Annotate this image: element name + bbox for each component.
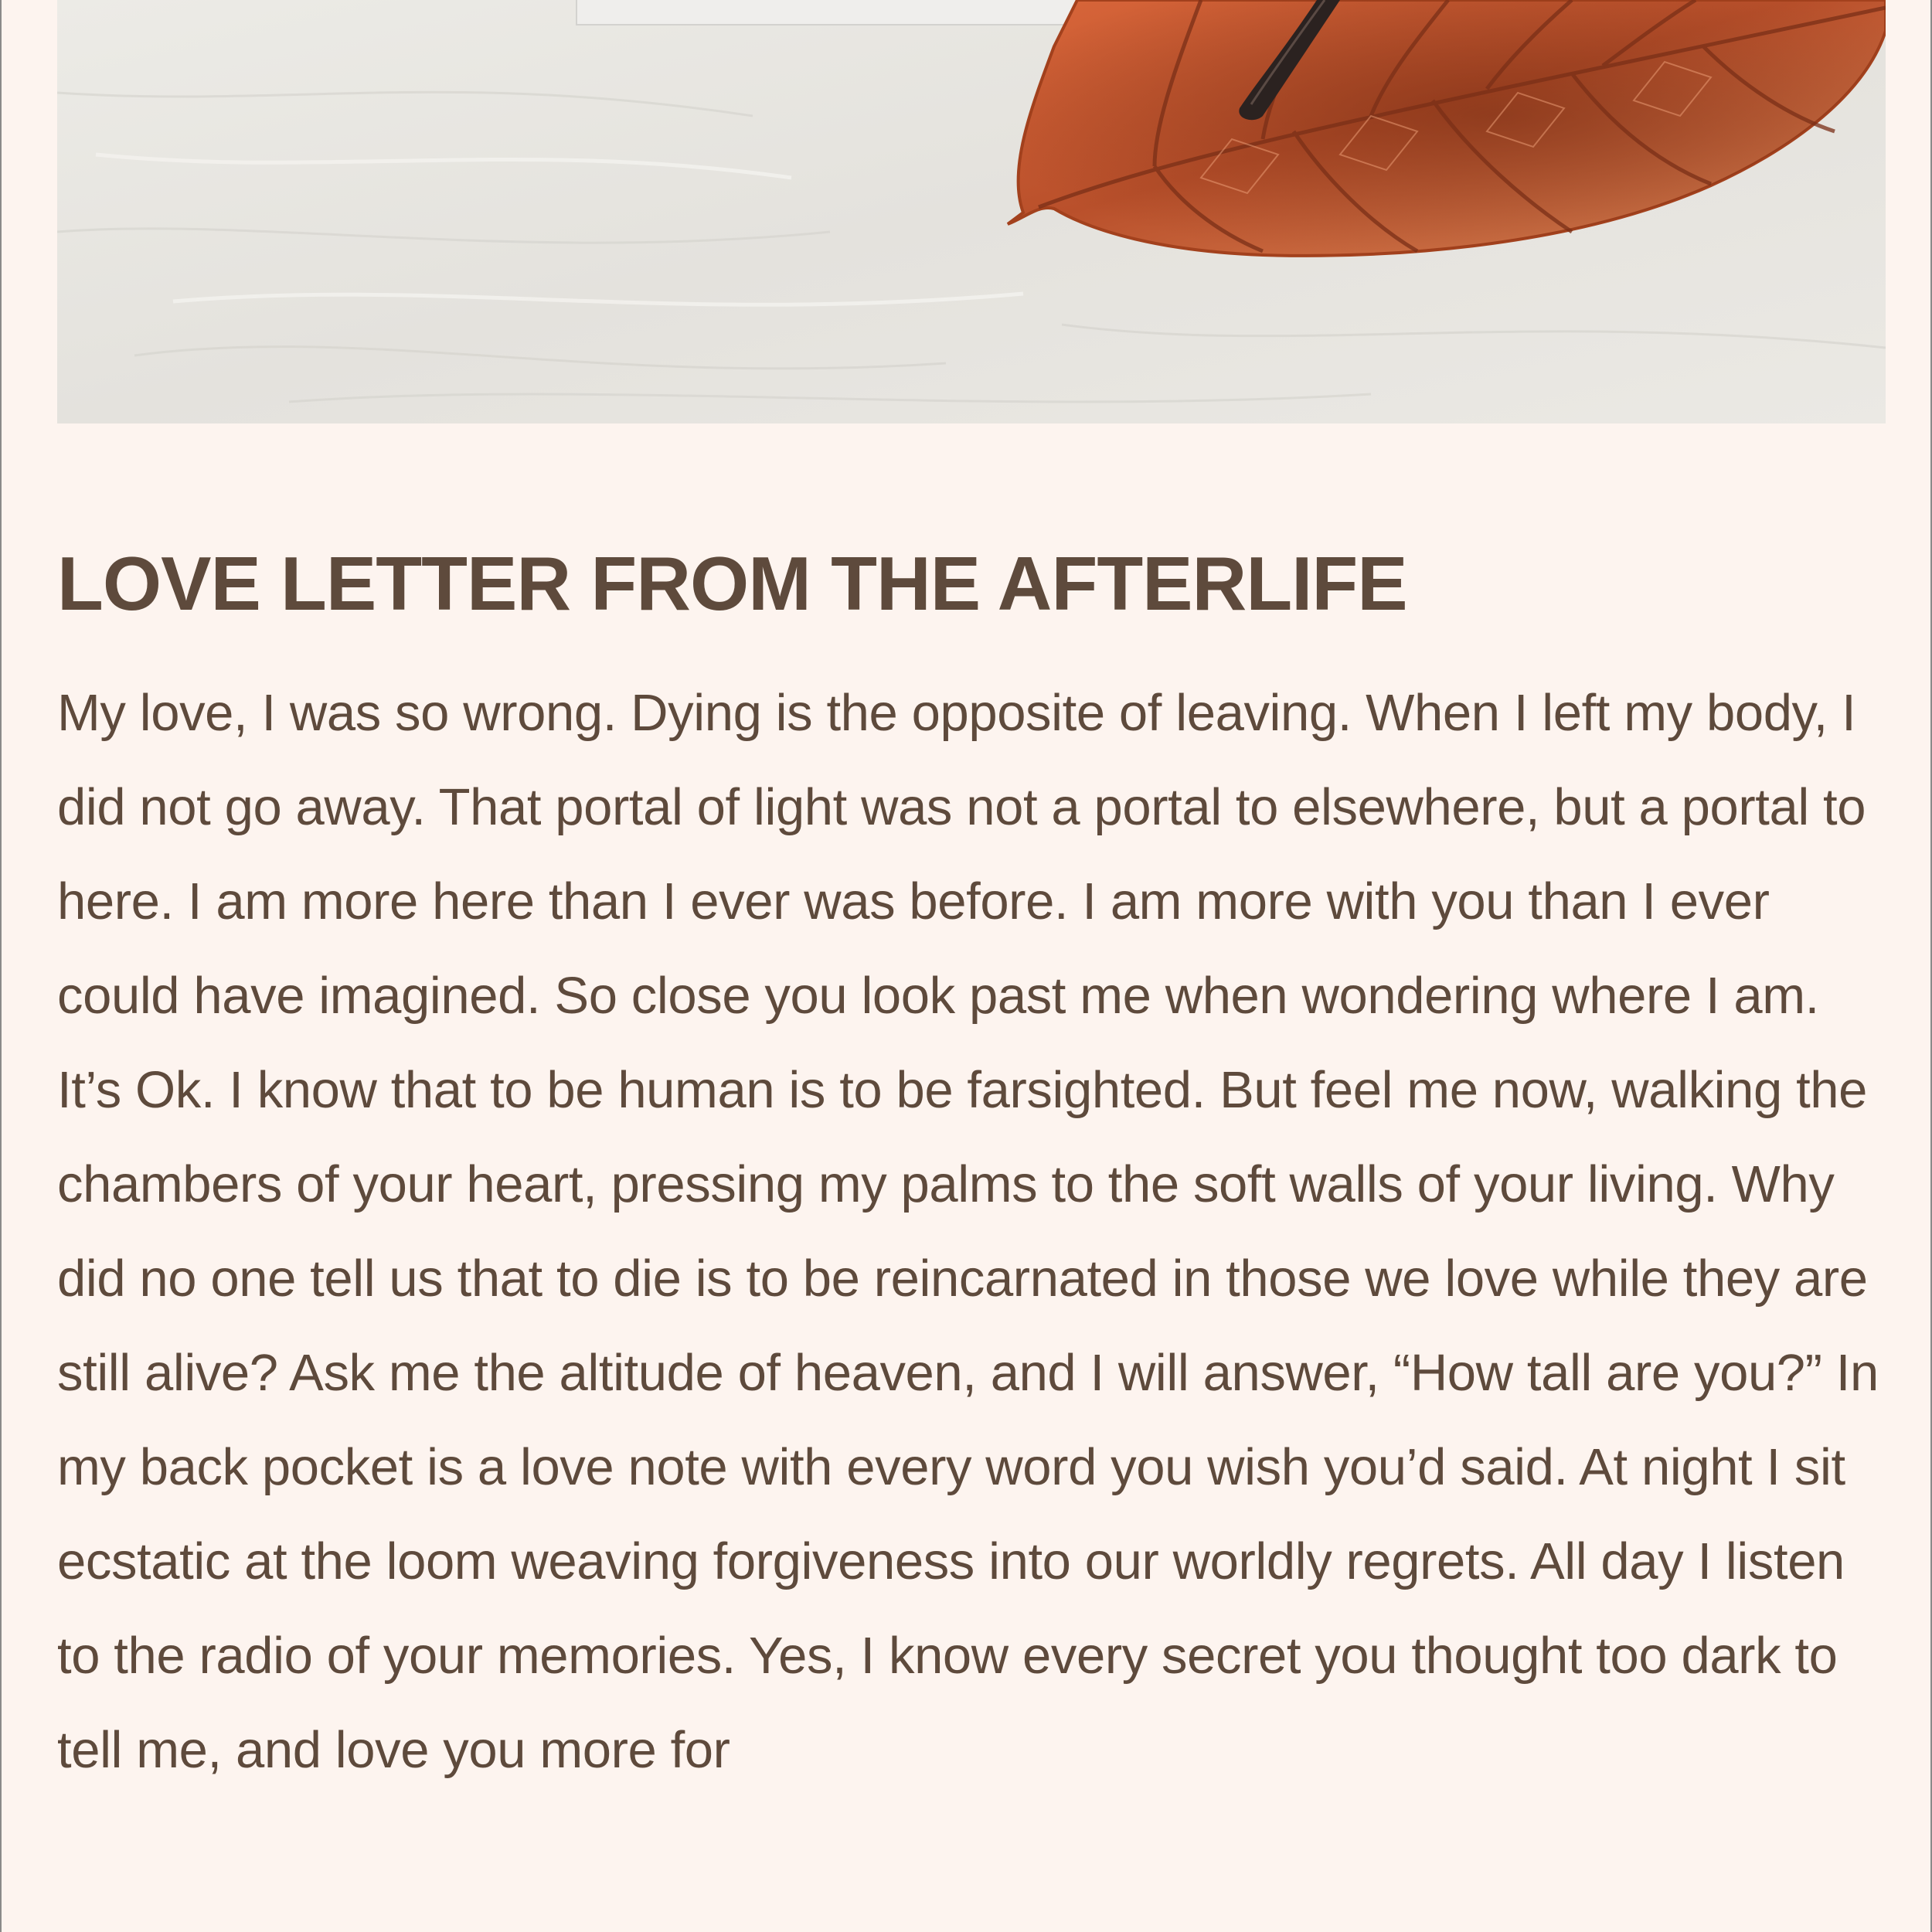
hero-illustration <box>57 0 1886 423</box>
hero-image <box>57 0 1886 423</box>
article-title: LOVE LETTER FROM THE AFTERLIFE <box>57 541 1407 626</box>
article-body: My love, I was so wrong. Dying is the opposite of leaving. When I left my body, I did not go away. That portal of light was not a portal to elsewhere, but a portal to here. I am more here than I ever was before. I am more with you than I ever could have imagined. So close you look past me when wondering where I am. It’s Ok. I know that to be human is to be farsighted. But feel me now, walking the chambers of your heart, pressing my palms to the soft walls of your living. Why did no one tell us that to die is to be reincarnated in those we love while they are still alive? Ask me the altitude of heaven, and I will answer, “How tall are you?” In my back pocket is a love note with every word you wish you’d said. At night I sit ecstatic at the loom weaving forgiveness into our worldly regrets. All day I listen to the radio of your memories. Yes, I know every secret you thought too dark to tell me, and love you more for <box>57 684 1879 1779</box>
article-content <box>57 533 1896 1798</box>
